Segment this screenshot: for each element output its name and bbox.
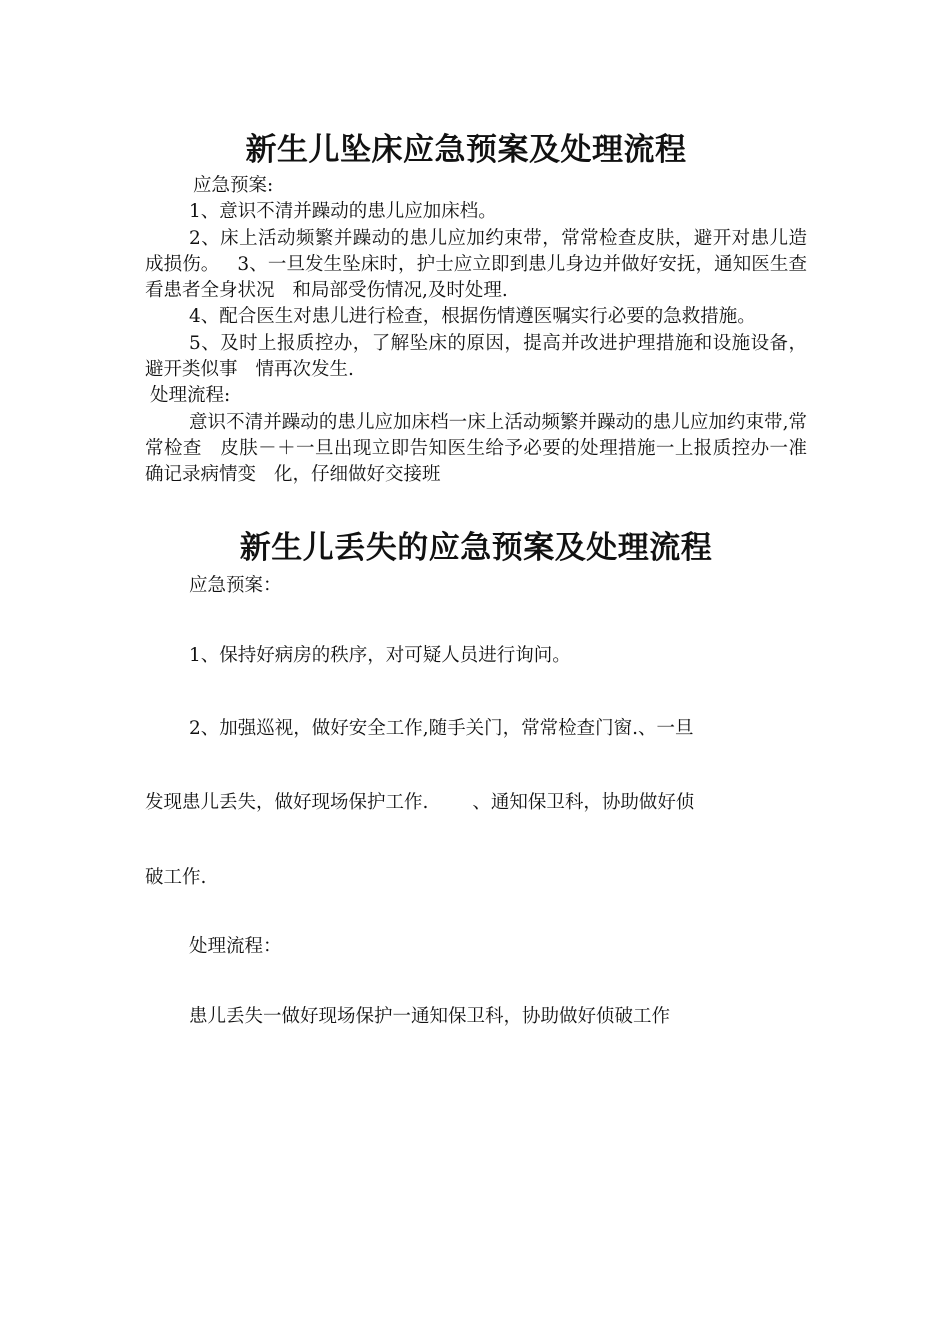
section2-item-2-part-b: 、通知保卫科，协助做好侦 xyxy=(472,792,695,813)
section1-item-4: 4、配合医生对患儿进行检查，根据伤情遵医嘱实行必要的急救措施。 xyxy=(189,306,756,328)
section2-item-2-line-2 xyxy=(145,790,694,816)
section2-plan-label: 应急预案： xyxy=(189,575,282,596)
section1-process-label: 处理流程: xyxy=(150,385,231,407)
section1-item-2-3 xyxy=(145,226,807,305)
section1-item-5 xyxy=(145,331,807,384)
section2-process-text: 患儿丢失一做好现场保护一通知保卫科，协助做好侦破工作 xyxy=(189,1006,671,1027)
section1-item-5-part-b: 情再次发生. xyxy=(255,359,354,381)
section1-body xyxy=(145,173,807,489)
section2-item-1: 1、保持好病房的秩序，对可疑人员进行询问。 xyxy=(189,645,571,666)
section1-process-text xyxy=(145,410,807,489)
section2-title: 新生儿丢失的应急预案及处理流程 xyxy=(239,530,713,566)
section1-item-1: 1、意识不清并躁动的患儿应加床档。 xyxy=(189,201,497,223)
section1-item-2: 2、床上活动频繁并躁动的患儿应加约束带，常常检查皮肤，避开对患儿造成损伤。 xyxy=(145,227,807,275)
section2-item-2-line-3: 破工作. xyxy=(145,867,207,888)
section1-process-part-a: 意识不清并躁动的患儿应加床档一床上活动频繁并躁动的患儿应加约束带,常常检查 xyxy=(145,411,807,459)
section1-process-part-c: 化，仔细做好交接班 xyxy=(274,464,441,486)
section1-item-3-part-a: 3、一旦发生坠床时，护士应立即到患儿身边并做好安抚，通知医生查看患者全身状况 xyxy=(145,253,807,302)
section2-item-2-line-1: 2、加强巡视，做好安全工作,随手关门，常常检查门窗.、一旦 xyxy=(189,718,694,739)
section2-process-label: 处理流程： xyxy=(189,936,282,957)
section2-item-2-part-a: 发现患儿丢失，做好现场保护工作. xyxy=(145,792,429,813)
section1-item-3-part-b: 和局部受伤情况,及时处理. xyxy=(292,280,508,302)
section1-title: 新生儿坠床应急预案及处理流程 xyxy=(245,132,687,168)
section1-plan-label: 应急预案: xyxy=(193,175,274,196)
section1-process-part-b: 皮肤－＋一旦出现立即告知医生给予必要的处理措施一上报质控办一准确记录病情变 xyxy=(145,437,807,486)
section1-item-5-part-a: 5、及时上报质控办，了解坠床的原因，提高并改进护理措施和设施设备，避开类似事 xyxy=(145,332,807,381)
